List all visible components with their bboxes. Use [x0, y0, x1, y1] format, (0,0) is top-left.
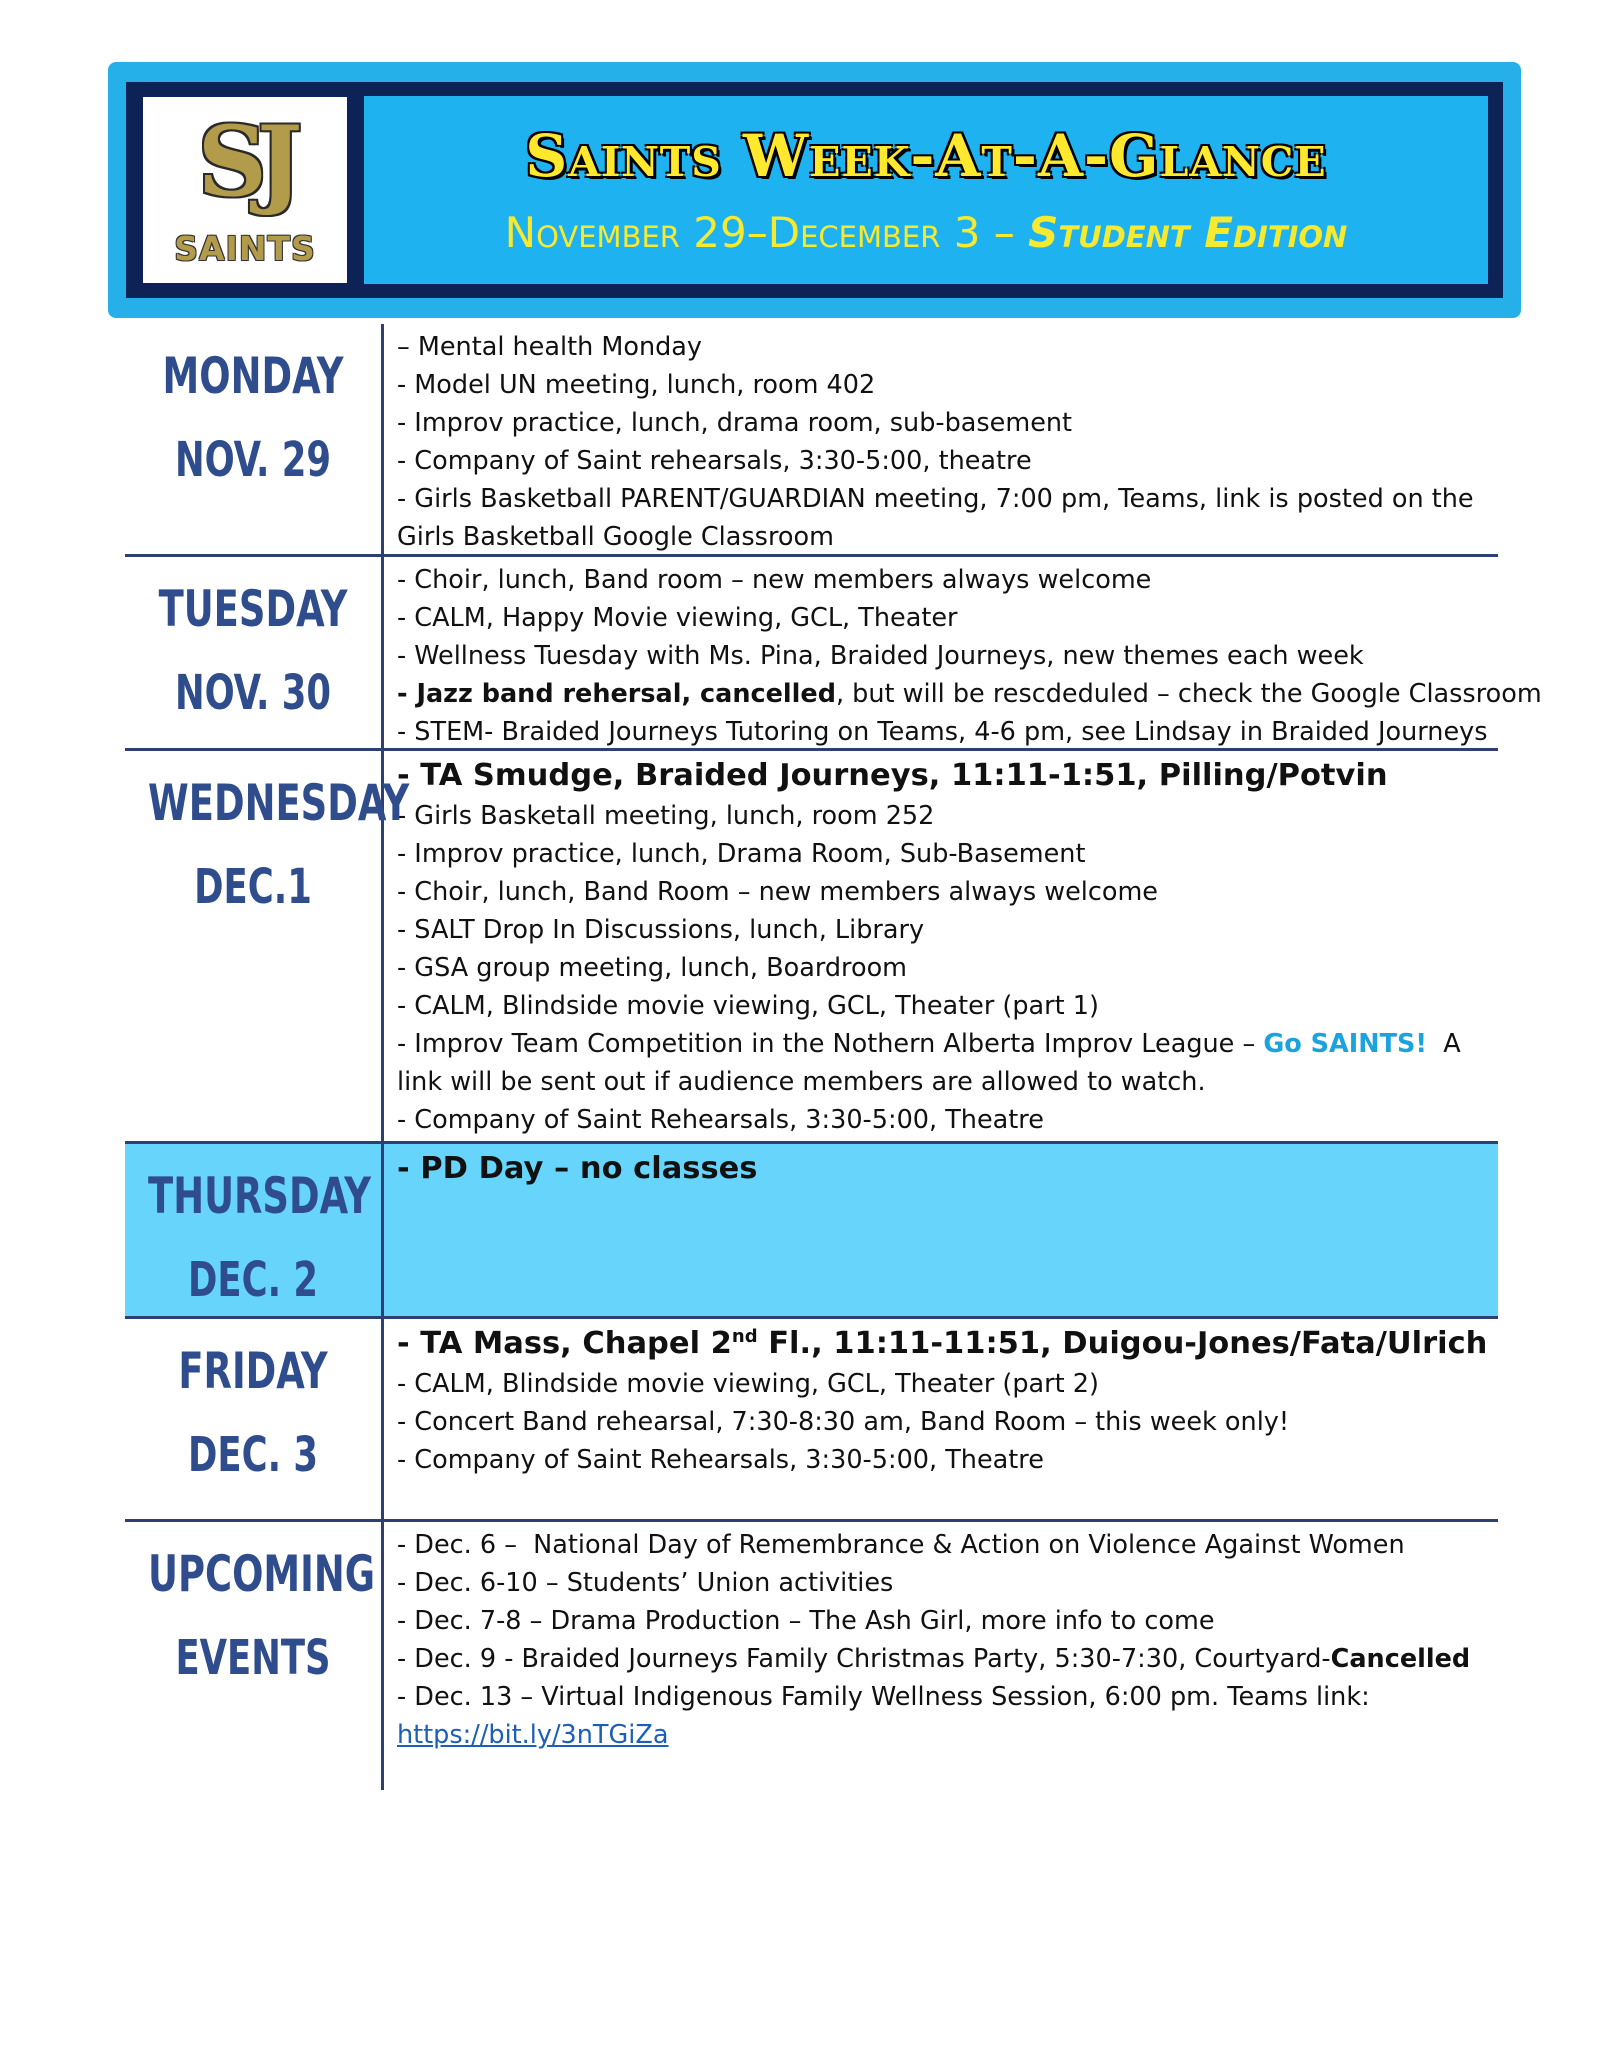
headline-a: - TA Mass, Chapel 2 — [397, 1326, 732, 1361]
day-date: DEC.1 — [194, 859, 312, 915]
upcoming-events — [381, 1522, 1498, 1790]
list-item: - Model UN meeting, lunch, room 402 — [397, 370, 876, 400]
logo-word: SAINTS — [174, 229, 316, 268]
row-wednesday — [125, 748, 1498, 1141]
list-item — [397, 1716, 1498, 1754]
list-item: - Dec. 7-8 – Drama Production – The Ash Girl, more info to come — [397, 1606, 1215, 1636]
headline-sup: nd — [731, 1325, 758, 1347]
day-label-upcoming — [148, 1522, 376, 1790]
party-text: - Dec. 9 - Braided Journeys Family Christmas Party, 5:30-7:30, Courtyard- — [397, 1644, 1331, 1674]
list-item: - Choir, lunch, Band Room – new members always welcome — [397, 877, 1158, 907]
list-item: - CALM, Blindside movie viewing, GCL, Theater (part 2) — [397, 1369, 1099, 1399]
party-cancelled: Cancelled — [1330, 1644, 1471, 1674]
list-item — [397, 1640, 1498, 1678]
jazz-rest: , but will be rescdeduled – check the Google Classroom — [835, 679, 1542, 709]
improv-end: A — [1426, 1029, 1461, 1059]
day-name: MONDAY — [162, 347, 344, 405]
wednesday-events — [381, 751, 1498, 1141]
title-box — [362, 94, 1490, 286]
day-date: NOV. 30 — [174, 665, 332, 721]
tuesday-events — [381, 557, 1542, 748]
row-upcoming — [125, 1519, 1498, 1790]
list-item: - SALT Drop In Discussions, lunch, Library — [397, 915, 925, 945]
list-item — [397, 675, 1542, 713]
subtitle-edition: Student Edition — [1028, 208, 1348, 257]
day-date: DEC. 2 — [188, 1252, 318, 1308]
jazz-cancelled: - Jazz band rehersal, cancelled — [397, 679, 836, 709]
list-item: - Dec. 6-10 – Students’ Union activities — [397, 1568, 894, 1598]
list-item: - STEM- Braided Journeys Tutoring on Teams, 4-6 pm, see Lindsay in Braided Journeys — [397, 717, 1488, 747]
list-item: - Choir, lunch, Band room – new members always welcome — [397, 565, 1152, 595]
headline-b: Fl., 11:11-11:51, Duigou-Jones/Fata/Ulrich — [757, 1326, 1488, 1361]
school-logo — [140, 94, 350, 286]
row-friday — [125, 1316, 1498, 1519]
list-item: - CALM, Blindside movie viewing, GCL, Theater (part 1) — [397, 991, 1099, 1021]
list-item: Girls Basketball Google Classroom — [397, 522, 834, 552]
list-item: - GSA group meeting, lunch, Boardroom — [397, 953, 908, 983]
logo-letters: SJ — [197, 105, 293, 218]
day-label-friday — [148, 1319, 358, 1519]
headline — [397, 1323, 1498, 1365]
day-label-wednesday — [148, 751, 410, 1141]
day-name: WEDNESDAY — [148, 774, 410, 832]
row-tuesday — [125, 554, 1542, 748]
weekly-schedule — [125, 324, 1542, 1790]
day-name: FRIDAY — [178, 1342, 328, 1400]
headline: - TA Smudge, Braided Journeys, 11:11-1:51, Pilling/Potvin — [397, 758, 1388, 793]
teams-link[interactable]: https://bit.ly/3nTGiZa — [397, 1720, 669, 1750]
row-monday — [125, 324, 1498, 554]
list-item: - Girls Basketall meeting, lunch, room 252 — [397, 801, 935, 831]
page-title: Saints Week-At-A-Glance — [525, 122, 1327, 190]
day-label-tuesday — [148, 557, 358, 748]
row-thursday — [125, 1141, 1498, 1316]
header-inner — [126, 82, 1503, 298]
list-item: - Girls Basketball PARENT/GUARDIAN meeting, 7:00 pm, Teams, link is posted on the — [397, 484, 1474, 514]
list-item: – Mental health Monday — [397, 332, 703, 362]
headline: - PD Day – no classes — [397, 1151, 758, 1186]
list-item: - Dec. 13 – Virtual Indigenous Family Wellness Session, 6:00 pm. Teams link: — [397, 1682, 1370, 1712]
friday-events — [381, 1319, 1498, 1519]
list-item: - Concert Band rehearsal, 7:30-8:30 am, Band Room – this week only! — [397, 1407, 1290, 1437]
list-item: - CALM, Happy Movie viewing, GCL, Theater — [397, 603, 958, 633]
day-date: EVENTS — [175, 1630, 331, 1686]
day-date: DEC. 3 — [188, 1427, 318, 1483]
thursday-events — [381, 1144, 1498, 1316]
list-item: - Improv practice, lunch, drama room, sub-basement — [397, 408, 1073, 438]
day-name: UPCOMING — [148, 1545, 376, 1603]
monday-events — [381, 324, 1498, 554]
list-item — [397, 1025, 1498, 1063]
improv-text: - Improv Team Competition in the Nothern Alberta Improv League – — [397, 1029, 1264, 1059]
day-date: NOV. 29 — [174, 432, 332, 488]
list-item: - Company of Saint rehearsals, 3:30-5:00, theatre — [397, 446, 1032, 476]
list-item: - Company of Saint Rehearsals, 3:30-5:00, Theatre — [397, 1445, 1044, 1475]
day-name: TUESDAY — [158, 580, 348, 638]
list-item: - Dec. 6 – National Day of Remembrance & Action on Violence Against Women — [397, 1530, 1405, 1560]
go-saints: Go SAINTS! — [1263, 1029, 1427, 1059]
day-label-monday — [148, 324, 358, 554]
header-banner — [108, 62, 1521, 318]
subtitle-dates: November 29–December 3 – — [504, 208, 1029, 257]
list-item: link will be sent out if audience members are allowed to watch. — [397, 1067, 1206, 1097]
page-subtitle — [364, 208, 1488, 257]
day-name: THURSDAY — [148, 1167, 371, 1225]
list-item: - Improv practice, lunch, Drama Room, Sub-Basement — [397, 839, 1086, 869]
list-item: - Wellness Tuesday with Ms. Pina, Braided Journeys, new themes each week — [397, 641, 1364, 671]
list-item: - Company of Saint Rehearsals, 3:30-5:00, Theatre — [397, 1105, 1044, 1135]
day-label-thursday — [148, 1144, 371, 1316]
